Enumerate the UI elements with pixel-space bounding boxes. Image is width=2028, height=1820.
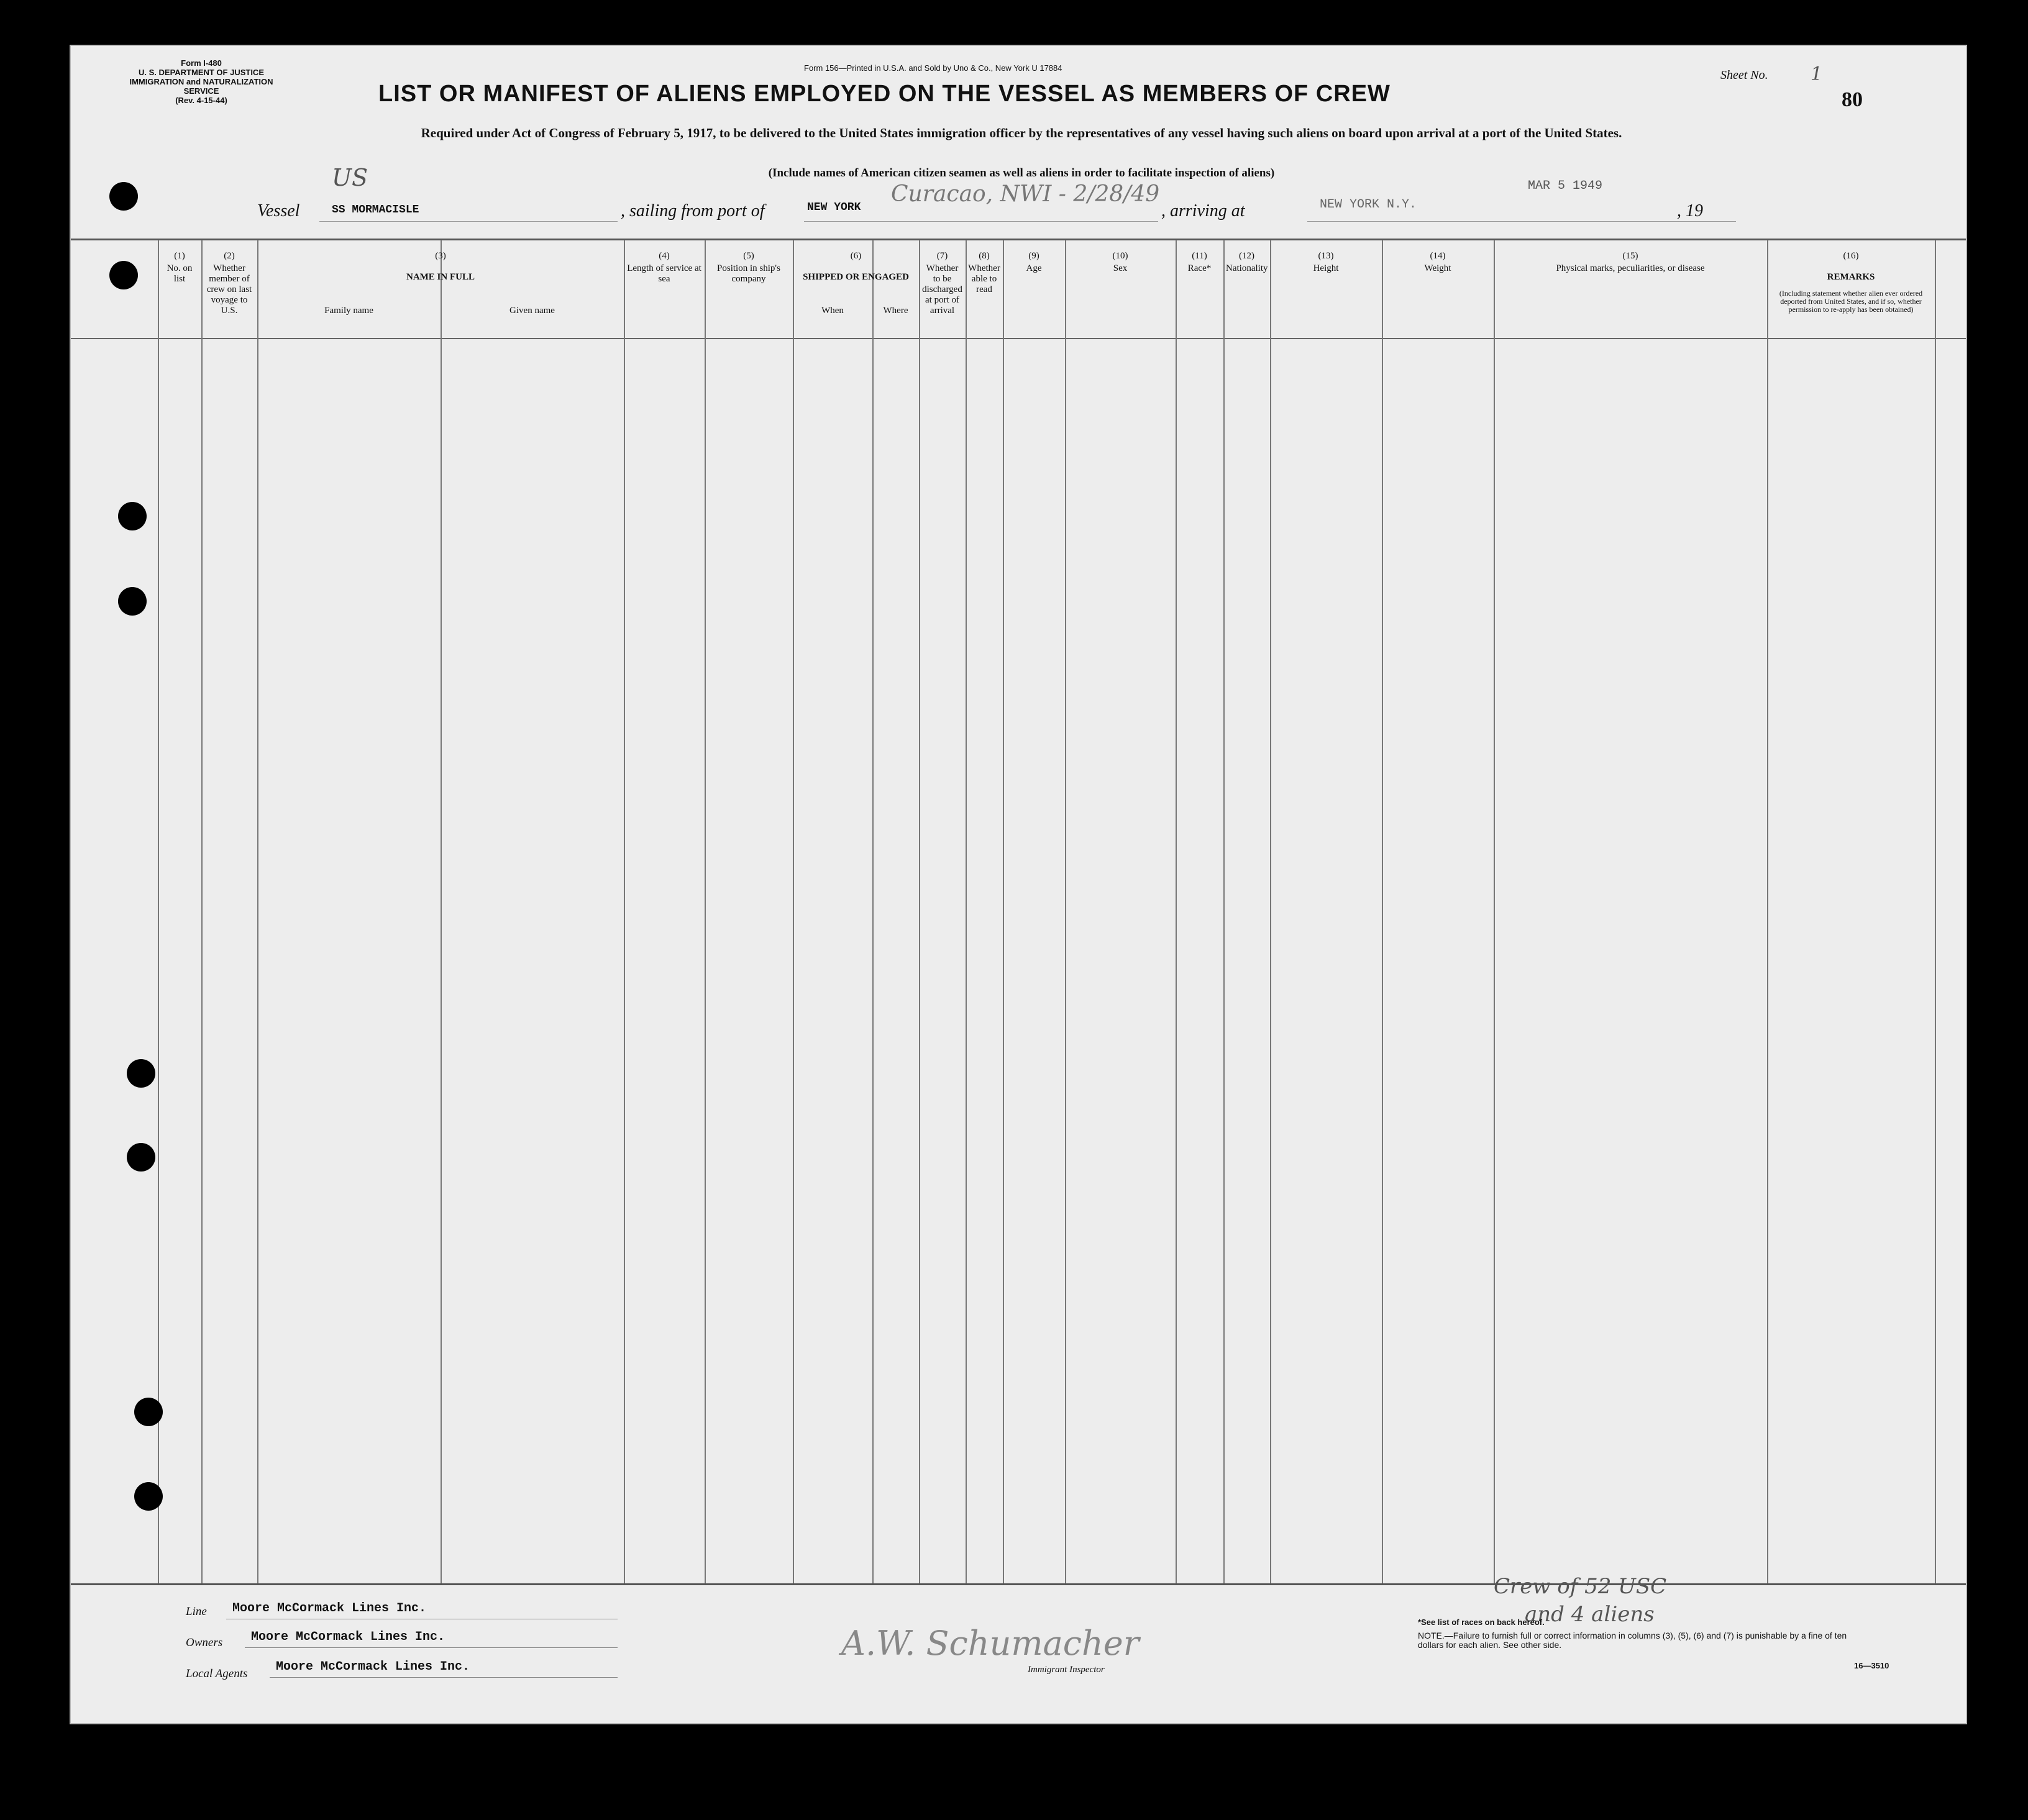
column-header: Height	[1313, 263, 1339, 273]
column-rule	[158, 240, 159, 1583]
year-label: , 19	[1677, 201, 1703, 221]
manifest-title: LIST OR MANIFEST OF ALIENS EMPLOYED ON THE VESSEL AS MEMBERS OF CREW	[378, 81, 1391, 107]
column-header: Weight	[1424, 263, 1451, 273]
sailing-label: , sailing from port of	[621, 201, 765, 221]
owners-value: Moore McCormack Lines Inc.	[251, 1630, 445, 1644]
column-number: (12)	[1239, 251, 1254, 261]
inspector-signature: A.W. Schumacher	[841, 1624, 1140, 1663]
form-code: 16—3510	[1854, 1661, 1889, 1670]
vessel-name: SS MORMACISLE	[332, 204, 419, 216]
sailing-port: NEW YORK	[807, 201, 861, 214]
form-number: Form I-480	[181, 58, 222, 68]
column-subheader: (Including statement whether alien ever ordered deported from United States, and if so, whether permission to re-apply has been obtained)	[1779, 289, 1923, 314]
line-value: Moore McCormack Lines Inc.	[232, 1601, 427, 1616]
column-rule	[1935, 240, 1936, 1583]
column-number: (13)	[1318, 251, 1334, 261]
column-rule	[872, 240, 874, 1583]
sheet-label: Sheet No.	[1720, 68, 1768, 82]
include-note: (Include names of American citizen seamen as well as aliens in order to facilitate inspection of aliens)	[768, 166, 1275, 180]
arriving-port: NEW YORK N.Y.	[1320, 198, 1417, 212]
form-revision: (Rev. 4-15-44)	[175, 96, 227, 105]
column-rule	[1003, 240, 1004, 1583]
punch-hole	[109, 182, 138, 211]
crew-note-2: and 4 aliens	[1525, 1602, 1655, 1627]
arriving-label: , arriving at	[1161, 201, 1245, 221]
column-subheader: Where	[883, 306, 908, 316]
column-number: (7)	[936, 251, 948, 261]
column-number: (15)	[1622, 251, 1638, 261]
column-rule	[201, 240, 203, 1583]
column-rule	[966, 240, 967, 1583]
agency-block	[121, 58, 282, 105]
column-rule	[1382, 240, 1383, 1583]
arrival-date-stamp: MAR 5 1949	[1528, 179, 1603, 193]
column-header: Position in ship's company	[717, 263, 780, 284]
crew-note-1: Crew of 52 USC	[1494, 1574, 1667, 1599]
column-rule	[1223, 240, 1225, 1583]
column-header: Nationality	[1226, 263, 1268, 273]
punch-hole	[118, 587, 147, 616]
column-header: Whether member of crew on last voyage to U.S.	[206, 263, 252, 316]
column-header: Length of service at sea	[627, 263, 701, 284]
punch-hole	[134, 1398, 163, 1426]
column-header: Age	[1026, 263, 1042, 273]
column-rule	[1176, 240, 1177, 1583]
column-number: (1)	[174, 251, 185, 261]
column-rule	[441, 240, 442, 1583]
column-number: (16)	[1843, 251, 1859, 261]
column-rule	[1270, 240, 1271, 1583]
column-header: No. on list	[167, 263, 193, 284]
table-top-rule	[71, 239, 1966, 240]
inspector-label: Immigrant Inspector	[1028, 1665, 1105, 1675]
us-mark: US	[332, 164, 368, 191]
column-subheader: Family name	[324, 306, 373, 316]
column-rule	[1065, 240, 1066, 1583]
column-rule	[919, 240, 920, 1583]
column-rule	[1494, 240, 1495, 1583]
owners-label: Owners	[186, 1636, 223, 1649]
agents-value: Moore McCormack Lines Inc.	[276, 1660, 470, 1674]
column-header: Whether able to read	[968, 263, 1000, 294]
column-header: REMARKS	[1827, 272, 1875, 282]
agency-service: IMMIGRATION and NATURALIZATION SERVICE	[129, 77, 273, 96]
column-header: Whether to be discharged at port of arrival	[922, 263, 962, 316]
column-subheader: Given name	[509, 306, 555, 316]
column-header: SHIPPED OR ENGAGED	[803, 272, 909, 282]
column-number: (11)	[1192, 251, 1207, 261]
column-header: Physical marks, peculiarities, or disease	[1556, 263, 1705, 273]
vessel-label: Vessel	[257, 201, 300, 221]
column-number: (5)	[743, 251, 754, 261]
column-rule	[705, 240, 706, 1583]
punch-hole	[109, 261, 138, 289]
column-rule	[1767, 240, 1768, 1583]
column-number: (9)	[1028, 251, 1039, 261]
column-header: NAME IN FULL	[406, 272, 475, 282]
punch-hole	[127, 1059, 155, 1088]
column-number: (2)	[224, 251, 235, 261]
punch-hole	[127, 1143, 155, 1172]
punch-hole	[118, 502, 147, 530]
manifest-sheet	[70, 45, 1967, 1724]
column-rule	[793, 240, 794, 1583]
column-subheader: When	[821, 306, 844, 316]
column-number: (4)	[659, 251, 670, 261]
table-bottom-rule	[71, 1583, 1966, 1585]
sheet-number: 1	[1811, 63, 1823, 85]
column-number: (14)	[1430, 251, 1446, 261]
via-note: Curacao, NWI - 2/28/49	[891, 181, 1160, 207]
manifest-subtitle: Required under Act of Congress of February 5, 1917, to be delivered to the United States immigration officer by the representatives of any vessel having such aliens on board upon arrival at a port of the United States.	[421, 125, 1622, 140]
page-number: 80	[1842, 88, 1863, 111]
column-rule	[624, 240, 625, 1583]
printer-line: Form 156—Printed in U.S.A. and Sold by Uno & Co., New York U 17884	[804, 63, 1062, 73]
races-note: *See list of races on back hereof.	[1418, 1618, 1545, 1627]
penalty-note: NOTE.—Failure to furnish full or correct information in columns (3), (5), (6) and (7) is punishable by a fine of ten dollars for each alien. See other side.	[1418, 1631, 1847, 1650]
agency-name: U. S. DEPARTMENT OF JUSTICE	[139, 68, 264, 77]
line-label: Line	[186, 1605, 207, 1618]
table-header-rule	[71, 338, 1966, 339]
column-number: (10)	[1112, 251, 1128, 261]
column-number: (8)	[979, 251, 990, 261]
column-rule	[257, 240, 258, 1583]
column-number: (3)	[435, 251, 446, 261]
column-header: Race*	[1187, 263, 1212, 273]
agents-label: Local Agents	[186, 1667, 248, 1680]
column-header: Sex	[1113, 263, 1128, 273]
punch-hole	[134, 1482, 163, 1511]
column-number: (6)	[850, 251, 862, 261]
